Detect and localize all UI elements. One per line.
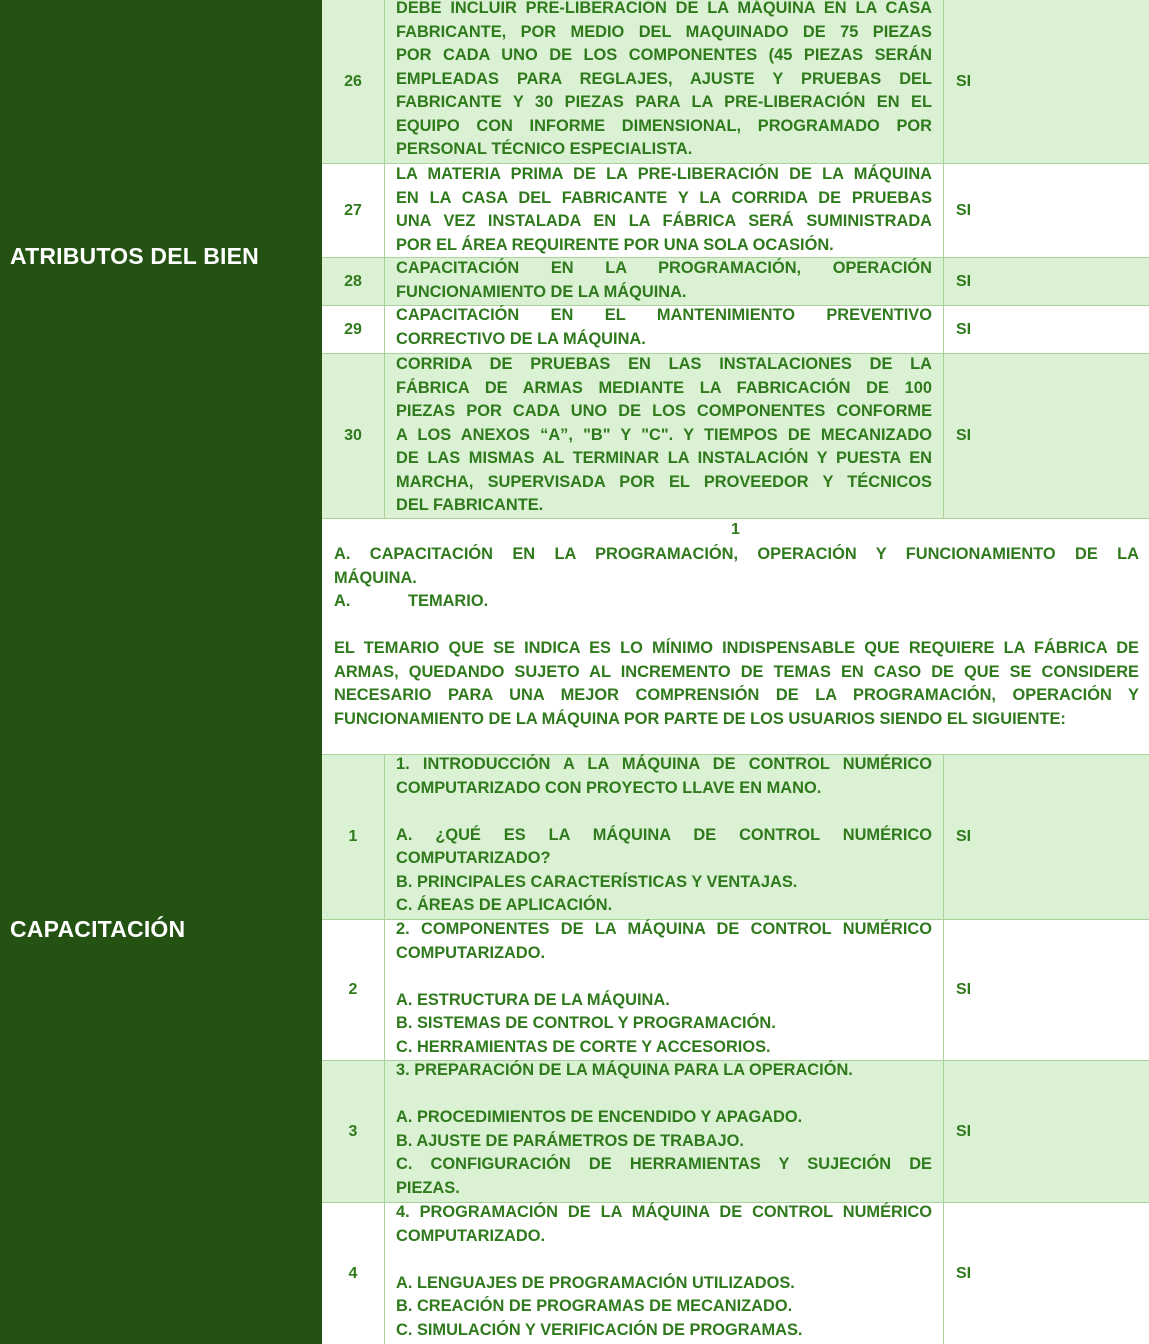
table-row: [322, 164, 1149, 258]
text-line: COMPUTARIZADO?: [396, 849, 551, 867]
row-description: [396, 1201, 932, 1342]
text-line: MARCHA, SUPERVISADA POR EL PROVEEDOR Y TÉCNICOS: [396, 472, 932, 491]
text-line: PIEZAS POR CADA UNO DE LOS COMPONENTES CONFORME: [396, 402, 932, 420]
text-line: EMPLEADAS PARA REGLAJES, AJUSTE Y PRUEBAS DEL: [396, 69, 932, 88]
text-line: DE LAS MISMAS AL TERMINAR LA INSTALACIÓN Y PUESTA EN: [396, 449, 932, 467]
row-description: [396, 753, 932, 918]
row-number: 28: [322, 258, 385, 305]
text-line: LA MATERIA PRIMA DE LA PRE-LIBERACIÓN DE LA MÁQUINA: [396, 165, 932, 183]
table-row: [322, 1061, 1149, 1203]
text-line: COMPUTARIZADO CON PROYECTO LLAVE EN MANO.: [396, 778, 822, 797]
row-number: 1: [322, 755, 385, 919]
row-number: 27: [322, 164, 385, 257]
row-description: [396, 918, 932, 1059]
text-line: PERSONAL TÉCNICO ESPECIALISTA.: [396, 140, 693, 158]
table-row: [322, 1203, 1149, 1344]
text-line: A LOS ANEXOS “A”, "B" Y "C". Y TIEMPOS DE MECANIZADO: [396, 425, 932, 444]
text-line: POR CADA UNO DE LOS COMPONENTES (45 PIEZAS SERÁN: [396, 46, 932, 64]
text-line: A. ESTRUCTURA DE LA MÁQUINA.: [396, 990, 670, 1009]
text-line: EQUIPO CON INFORME DIMENSIONAL, PROGRAMADO POR: [396, 116, 932, 135]
text-line: CORRECTIVO DE LA MÁQUINA.: [396, 329, 646, 348]
text-line: CORRIDA DE PRUEBAS EN LAS INSTALACIONES DE LA: [396, 355, 932, 373]
text-line: ARMAS, QUEDANDO SUJETO AL INCREMENTO DE TEMAS EN CASO DE QUE SE CONSIDERE: [334, 662, 1139, 681]
row-number: 2: [322, 920, 385, 1060]
text-line: B. CREACIÓN DE PROGRAMAS DE MECANIZADO.: [396, 1297, 793, 1315]
text-line: C. ÁREAS DE APLICACIÓN.: [396, 896, 613, 914]
table-row: [322, 258, 1149, 306]
row-value: SI: [943, 0, 1149, 163]
text-line: A. ¿QUÉ ES LA MÁQUINA DE CONTROL NUMÉRICO: [396, 825, 932, 844]
text-line: PIEZAS.: [396, 1178, 460, 1197]
text-line: MÁQUINA.: [334, 568, 417, 587]
row-value: SI: [943, 1061, 1149, 1202]
text-line: B. PRINCIPALES CARACTERÍSTICAS Y VENTAJAS.: [396, 872, 798, 891]
intro-paragraph: [334, 637, 1139, 731]
row-description: [396, 1059, 932, 1200]
text-line: COMPUTARIZADO.: [396, 1226, 546, 1245]
table-row: [322, 920, 1149, 1061]
text-line: DEL FABRICANTE.: [396, 496, 544, 514]
row-number: 26: [322, 0, 385, 163]
row-value: SI: [943, 258, 1149, 305]
row-description: [396, 0, 932, 162]
row-value: SI: [943, 920, 1149, 1060]
text-line: EN LA CASA DEL FABRICANTE Y LA CORRIDA DE PRUEBAS: [396, 188, 932, 207]
row-value: SI: [943, 755, 1149, 919]
section-sidebar: [0, 0, 322, 1344]
intro-heading: [334, 543, 1139, 590]
text-line: 3. PREPARACIÓN DE LA MÁQUINA PARA LA OPERACIÓN.: [396, 1061, 853, 1079]
text-line: CAPACITACIÓN EN EL MANTENIMIENTO PREVENTIVO: [396, 306, 932, 324]
text-line: B. SISTEMAS DE CONTROL Y PROGRAMACIÓN.: [396, 1014, 776, 1032]
text-line: C. CONFIGURACIÓN DE HERRAMIENTAS Y SUJECIÓN DE: [396, 1155, 932, 1173]
text-line: COMPUTARIZADO.: [396, 943, 546, 962]
text-line: C. HERRAMIENTAS DE CORTE Y ACCESORIOS.: [396, 1037, 771, 1056]
text-line: POR EL ÁREA REQUIRENTE POR UNA SOLA OCASIÓN.: [396, 235, 834, 254]
row-number: 3: [322, 1061, 385, 1202]
text-line: FABRICANTE, POR MEDIO DEL MAQUINADO DE 75 PIEZAS: [396, 22, 932, 41]
row-number: 4: [322, 1203, 385, 1344]
table-row: [322, 354, 1149, 519]
row-number: 29: [322, 306, 385, 353]
text-line: NECESARIO PARA UNA MEJOR COMPRENSIÓN DE LA PROGRAMACIÓN, OPERACIÓN Y: [334, 686, 1139, 704]
temario-letter: A.: [334, 592, 351, 610]
text-line: A. PROCEDIMIENTOS DE ENCENDIDO Y APAGADO.: [396, 1108, 803, 1126]
temario-label: TEMARIO.: [408, 592, 489, 610]
row-value: SI: [943, 354, 1149, 518]
text-line: A. CAPACITACIÓN EN LA PROGRAMACIÓN, OPERACIÓN Y FUNCIONAMIENTO DE LA: [334, 545, 1139, 563]
text-line: 2. COMPONENTES DE LA MÁQUINA DE CONTROL NUMÉRICO: [396, 920, 932, 938]
row-description: [396, 257, 932, 304]
row-number: 30: [322, 354, 385, 518]
table-row: [322, 306, 1149, 354]
text-line: FABRICANTE Y 30 PIEZAS PARA LA PRE-LIBERACIÓN EN EL: [396, 93, 932, 111]
row-value: SI: [943, 306, 1149, 353]
table-row: [322, 755, 1149, 920]
row-description: [396, 304, 932, 351]
row-description: [396, 163, 932, 257]
section-label-atributos: ATRIBUTOS DEL BIEN: [10, 243, 259, 269]
row-value: SI: [943, 1203, 1149, 1344]
text-line: FUNCIONAMIENTO DE LA MÁQUINA POR PARTE DE LOS USUARIOS SIENDO EL SIGUIENTE:: [334, 709, 1066, 728]
temario-line: [334, 590, 1139, 614]
intro-text: [334, 543, 1139, 731]
table-row: [322, 0, 1149, 164]
text-line: EL TEMARIO QUE SE INDICA ES LO MÍNIMO INDISPENSABLE QUE REQUIERE LA FÁBRICA DE: [334, 639, 1139, 657]
text-line: C. SIMULACIÓN Y VERIFICACIÓN DE PROGRAMAS.: [396, 1320, 803, 1339]
text-line: B. AJUSTE DE PARÁMETROS DE TRABAJO.: [396, 1131, 744, 1150]
text-line: FÁBRICA DE ARMAS MEDIANTE LA FABRICACIÓN DE 100: [396, 378, 932, 397]
section-label-capacitacion: CAPACITACIÓN: [10, 916, 186, 942]
text-line: 1. INTRODUCCIÓN A LA MÁQUINA DE CONTROL NUMÉRICO: [396, 755, 932, 773]
row-value: SI: [943, 164, 1149, 257]
text-line: 4. PROGRAMACIÓN DE LA MÁQUINA DE CONTROL NUMÉRICO: [396, 1203, 932, 1221]
row-description: [396, 353, 932, 518]
text-line: CAPACITACIÓN EN LA PROGRAMACIÓN, OPERACIÓN: [396, 259, 932, 277]
text-line: FUNCIONAMIENTO DE LA MÁQUINA.: [396, 282, 687, 301]
page-number: 1: [731, 521, 740, 538]
text-line: A. LENGUAJES DE PROGRAMACIÓN UTILIZADOS.: [396, 1273, 795, 1292]
text-line: UNA VEZ INSTALADA EN LA FÁBRICA SERÁ SUMINISTRADA: [396, 212, 932, 230]
text-line: DEBE INCLUIR PRE-LIBERACIÓN DE LA MÁQUINA EN LA CASA: [396, 0, 932, 17]
capacitacion-intro: [322, 519, 1149, 755]
